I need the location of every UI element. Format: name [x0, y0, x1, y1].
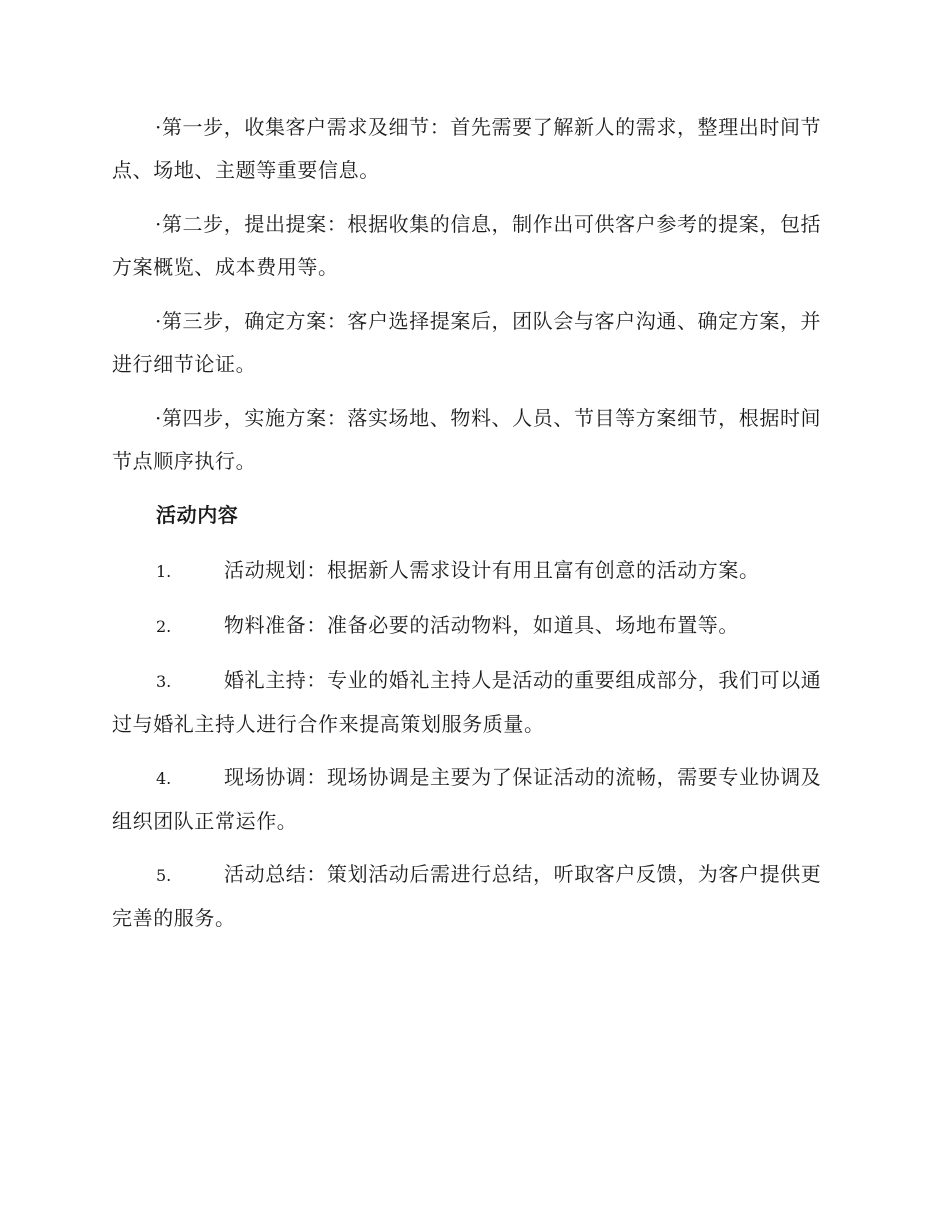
section-heading: 活动内容 [156, 503, 239, 527]
step-paragraph-3: ·第三步，确定方案：客户选择提案后，团队会与客户沟通、确定方案，并进行细节论证。 [112, 309, 822, 376]
step-paragraph-1: ·第一步，收集客户需求及细节：首先需要了解新人的需求，整理出时间节点、场地、主题等重要信息。 [112, 115, 822, 182]
step-paragraph-2: ·第二步，提出提案：根据收集的信息，制作出可供客户参考的提案，包括方案概览、成本费用等。 [112, 212, 822, 279]
activity-item-5 [112, 853, 834, 940]
activity-number: 1. [156, 562, 172, 581]
activity-text: 活动总结：策划活动后需进行总结，听取客户反馈，为客户提供更完善的服务。 [112, 862, 822, 930]
activity-item-2 [112, 604, 834, 648]
activity-text: 活动规划：根据新人需求设计有用且富有创意的活动方案。 [224, 558, 760, 582]
activity-number: 2. [156, 617, 172, 636]
activity-text: 婚礼主持：专业的婚礼主持人是活动的重要组成部分，我们可以通过与婚礼主持人进行合作来提高策划服务质量。 [112, 668, 822, 736]
step-paragraph-4: ·第四步，实施方案：落实场地、物料、人员、节目等方案细节，根据时间节点顺序执行。 [112, 406, 822, 473]
activity-item-3 [112, 659, 834, 746]
activity-number: 4. [156, 769, 172, 788]
activity-number: 3. [156, 672, 172, 691]
activity-item-4 [112, 756, 834, 843]
activity-item-1 [112, 549, 834, 593]
activity-number: 5. [156, 866, 172, 885]
activity-text: 现场协调：现场协调是主要为了保证活动的流畅，需要专业协调及组织团队正常运作。 [112, 765, 822, 833]
activity-text: 物料准备：准备必要的活动物料，如道具、场地布置等。 [224, 613, 739, 637]
